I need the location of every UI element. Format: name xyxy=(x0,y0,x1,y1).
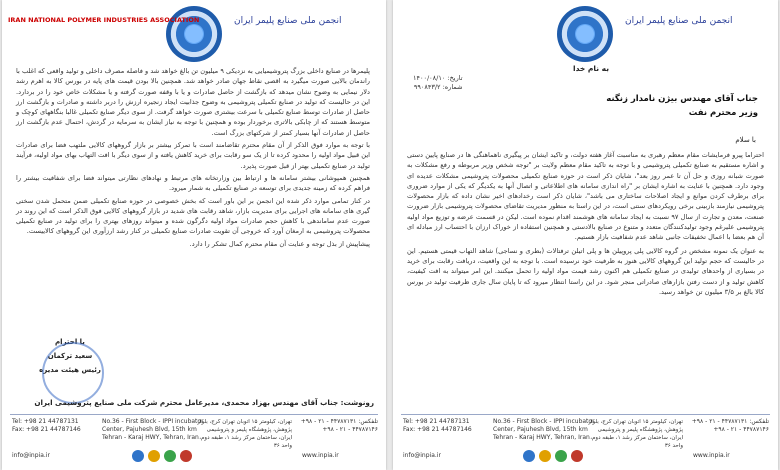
footer-address-line: No.36 - First Block - IPPI incubator xyxy=(493,418,595,425)
footer-address-line: Tehran - Karaj HWY, Tehran, Iran xyxy=(102,434,199,441)
footer-fa-address: تهران، کیلومتر ۱۵ اتوبان تهران کرج، بلوار پژوهش، پژوهشگاه پلیمر و پتروشیمی ایران، ساختمان مرکز رشد ۱، طبقه دوم، واحد ۳۶ xyxy=(588,419,683,449)
footer-en-phones xyxy=(403,418,472,434)
footer-tel: Tel: +98 21 44787131 xyxy=(12,418,79,425)
recipient-block xyxy=(606,92,758,120)
recipient-name: جناب آقای مهندس بیژن نامدار زنگنه xyxy=(606,94,758,104)
carbon-copy: رونوشت: جناب آقای مهندس بهزاد محمدی، مدیرعامل محترم شرکت ملی صنایع پتروشیمی ایران xyxy=(34,398,374,407)
footer-fax: Fax: +98 21 44787146 xyxy=(403,426,472,433)
signature-closing: با احترام xyxy=(55,338,85,346)
paragraph: همچنین همپوشانی بیشتر سامانه ها و ارتباط بین وزارتخانه های مرتبط و نهادهای نظارتی میتواند فضا برای شفافیت بیشتر را فراهم کرده که زمینه جدیدی برای توسعه در صنایع تکمیلی به شمار میرود. xyxy=(16,173,370,193)
badge-icon xyxy=(539,450,551,462)
certification-badges xyxy=(523,450,583,462)
footer-fa-address: تهران، کیلومتر ۱۵ اتوبان تهران کرج، بلوار پژوهش، پژوهشگاه پلیمر و پتروشیمی ایران، ساختمان مرکز رشد ۱، طبقه دوم، واحد ۳۶ xyxy=(197,419,292,449)
paragraph: احتراما پیرو فرمایشات مقام معظم رهبری به مناسبت آغاز هفته دولت، و تاکید ایشان بر پیگیری ناهماهنگی ها در صنایع پایین دستی و اشاره مستقیم به صنایع تکمیلی پتروشیمی و با توجه به تاکید مقام معظم ولایت بر "توجه شخص وزیر مربوطه و رفع مشکلات به صورت شبانه روزی و حل آن تا عمر روز بعد"، شایان ذکر است در حوزه صنایع تکمیلی محصولات پتروشیمی مشکلات عدیده ای وجود دارد. همچنین با عنایت به اشاره ایشان بر "راه اندازی سامانه های اطلاعاتی و اتصال آنها به یکدیگر که یکی از موارد ضروری برای برطرف کردن موانع و ایجاد اصلاحات ساختاری می باشد"، شایان ذکر است رخدادهای اخیر نشان داده که بازار محصولات پتروشیمی نیازمند بازبینی برخی رویکردهای سنتی است، در این راستا به منظور مدیریت تقاضای محصولات پتروشیمی بازار ضرورت صنعت، معدن و تجارت از سال ۹۷ نسبت به ایجاد سامانه های هوشمند اقدام نموده است. لیکن در قسمت عرضه و توزیع مواد اولیه پتروشیمی علیرغم وجود تولیدکنندگان متعدد و متنوع در صنایع بالادستی و همچنین استفاده از خوراک ارزان با احتساب ارز مبادله ای آن هم بعضا با اعمال تخفیفات جانبی شاهد عدم شفافیت بازار هستیم. xyxy=(407,151,764,242)
footer-email: info@inpia.ir xyxy=(12,452,50,459)
footer-fa-phones xyxy=(298,418,378,434)
recipient-title: وزیر محترم نفت xyxy=(688,108,758,118)
footer-en-address xyxy=(102,418,204,442)
letter-page-1 xyxy=(393,0,778,470)
footer-divider xyxy=(10,414,378,415)
letter-meta xyxy=(413,74,463,92)
footer-fa-phones xyxy=(689,418,769,434)
association-name-fa: انجمن ملی صنایع پلیمر ایران xyxy=(625,16,733,26)
badge-icon xyxy=(148,450,160,462)
footer-website: www.inpia.ir xyxy=(302,452,339,459)
badge-icon xyxy=(571,450,583,462)
paragraph: با توجه به موارد فوق الذکر از آن مقام محترم تقاضامند است با تمرکز بیشتر بر بازار گروههای کالایی ملتهب فضا برای صادرات این قبیل مواد اولیه را محدود کرده تا از یک سو رقابت برای خرید کاهش یافته و از سوی دیگر با افت التهاب بهای مواد اولیه، فرآیند تولید در صنایع تکمیلی بهتر از قبل صورت پذیرد. xyxy=(16,141,370,170)
letter-number: شماره: ۹۹۰۸۴۳/۲ xyxy=(413,83,463,91)
footer-email: info@inpia.ir xyxy=(403,452,441,459)
greeting: با سلام xyxy=(735,136,756,144)
association-logo xyxy=(557,6,613,62)
paragraph: پلیمرها در صنایع داخلی بزرگ پتروشیمیایی به نزدیکی ۹ میلیون تن بالغ خواهد شد و فاصله مصرف داخلی و تولید واقعی که اغلب با راندمان بالایی صورت میگیرد به اقصی نقاط جهان صادر خواهد شد. همچنین بالا بودن قیمت های پایه در بورس کالا به اهرم رشد دلار نیمایی به وضوح نشان میدهد که بازگشت از حاصل صادرات و یا با وقفه صورت گرفته و یا مشکلات خاص خود را در بردارد. این در حالیست که تولید در صنایع تکمیلی پتروشیمی به وضوح جذابیت ایجاد زنجیره ارزش را دربر داشته و صادرات و بازگشت ارز حاصل از صادرات توسط صنایع تکمیلی با سرعت بیشتری صورت خواهد گرفت. از سوی دیگر صنایع تکمیلی غالبا بنگاههای کوچک و متوسط هستند که از چابکی بالاتری برخوردار بوده و همچنین با توجه به نیاز ایشان به سرمایه در گردش، احتمال عدم بازگشت ارز حاصل از صادرات آنها بسیار کمتر از شرکتهای بزرگ است. xyxy=(16,67,370,137)
association-logo xyxy=(166,6,222,62)
letter-date: تاریخ: ۱۴۰۰/۰۸/۱۰ xyxy=(413,74,463,82)
footer-divider xyxy=(401,414,770,415)
footer-tel: Tel: +98 21 44787131 xyxy=(403,418,470,425)
footer-en-address xyxy=(493,418,595,442)
signatory-name: سعید ترکمان xyxy=(47,352,93,360)
footer-en-phones xyxy=(12,418,81,434)
paragraph: به عنوان یک نمونه مشخص در گروه کالایی پلی پروپیلن ها و پلی اتیلن ترفتالات (بطری و نساجی) شاهد التهاب قیمتی هستیم. این در حالیست که حجم تولید این گروههای کالایی هنوز به ظرفیت خود نرسیده است. با توجه به این واقعیت، دریافت رقابت برای خرید در بسیاری از واحدهای تولیدی در صنایع تکمیلی هم اکنون رشد قیمت مواد اولیه را تحمل میکنند. این امر میتواند به افت کیفیت، کاهش تولید و از دست رفتن بازارهای صادراتی منجر شود. در این راستا انتظار میرود که تا پایان سال جاری ظرفیت تولید در بورس کالا بالغ بر ۳/۵ میلیون تن خواهد رسید. xyxy=(407,246,764,296)
footer-address-line: No.36 - First Block - IPPI incubator xyxy=(102,418,204,425)
badge-icon xyxy=(555,450,567,462)
letter-body xyxy=(407,150,764,297)
footer-website: www.inpia.ir xyxy=(693,452,730,459)
official-stamp xyxy=(42,342,104,404)
signature-block xyxy=(30,338,110,374)
badge-icon xyxy=(132,450,144,462)
footer-phone: تلفکس: ۴۴۷۸۷۱۳۱ - ۲۱ - ۹۸+ xyxy=(300,418,378,425)
footer-fax: Fax: +98 21 44787146 xyxy=(12,426,81,433)
paragraph: در کنار تمامی موارد ذکر شده این انجمن بر این باور است که بخش خصوصی در حوزه صنایع تکمیلی ضمن متحمل شدن سختی گیری های سامانه های اجرایی برای مدیریت بازار، شاهد رقابت های شدید در بازار گروههای کالایی فوق الذکر است که این روند در صورت عدم ساماندهی با کاهش حجم صادرات مواد اولیه دگرگون شده و میتواند روزهای بهتری را برای تولید در صنایع تکمیلی محصولات پتروشیمی به ارمغان آورد که خروجی آن تقویت صادرات صنایع تکمیلی در کنار رشد ارزآوری این گروههای کالاییست. xyxy=(16,196,370,236)
footer-address-line: Center, Pajuhesh Blvd, 15th km xyxy=(102,426,197,433)
footer-phone: تلفکس: ۴۴۷۸۷۱۳۱ - ۲۱ - ۹۸+ xyxy=(691,418,769,425)
badge-icon xyxy=(523,450,535,462)
footer-phone: ۴۴۷۸۷۱۴۶ - ۲۱ - ۹۸+ xyxy=(322,426,378,433)
letter-body-continued xyxy=(16,66,370,249)
letter-page-2 xyxy=(2,0,386,470)
basmala: به نام خدا xyxy=(573,64,610,73)
certification-badges xyxy=(132,450,192,462)
paragraph: پیشاپیش از بذل توجه و عنایت آن مقام محترم کمال تشکر را دارد. xyxy=(189,239,370,248)
association-name-fa: انجمن ملی صنایع پلیمر ایران xyxy=(234,16,342,26)
association-name-en: IRAN NATIONAL POLYMER INDUSTRIES ASSOCIATION xyxy=(8,16,200,24)
badge-icon xyxy=(164,450,176,462)
badge-icon xyxy=(180,450,192,462)
footer-phone: ۴۴۷۸۷۱۴۶ - ۲۱ - ۹۸+ xyxy=(713,426,769,433)
footer-address-line: Tehran - Karaj HWY, Tehran, Iran xyxy=(493,434,590,441)
signatory-title: رئیس هیئت مدیره xyxy=(39,366,101,374)
footer-address-line: Center, Pajuhesh Blvd, 15th km xyxy=(493,426,588,433)
